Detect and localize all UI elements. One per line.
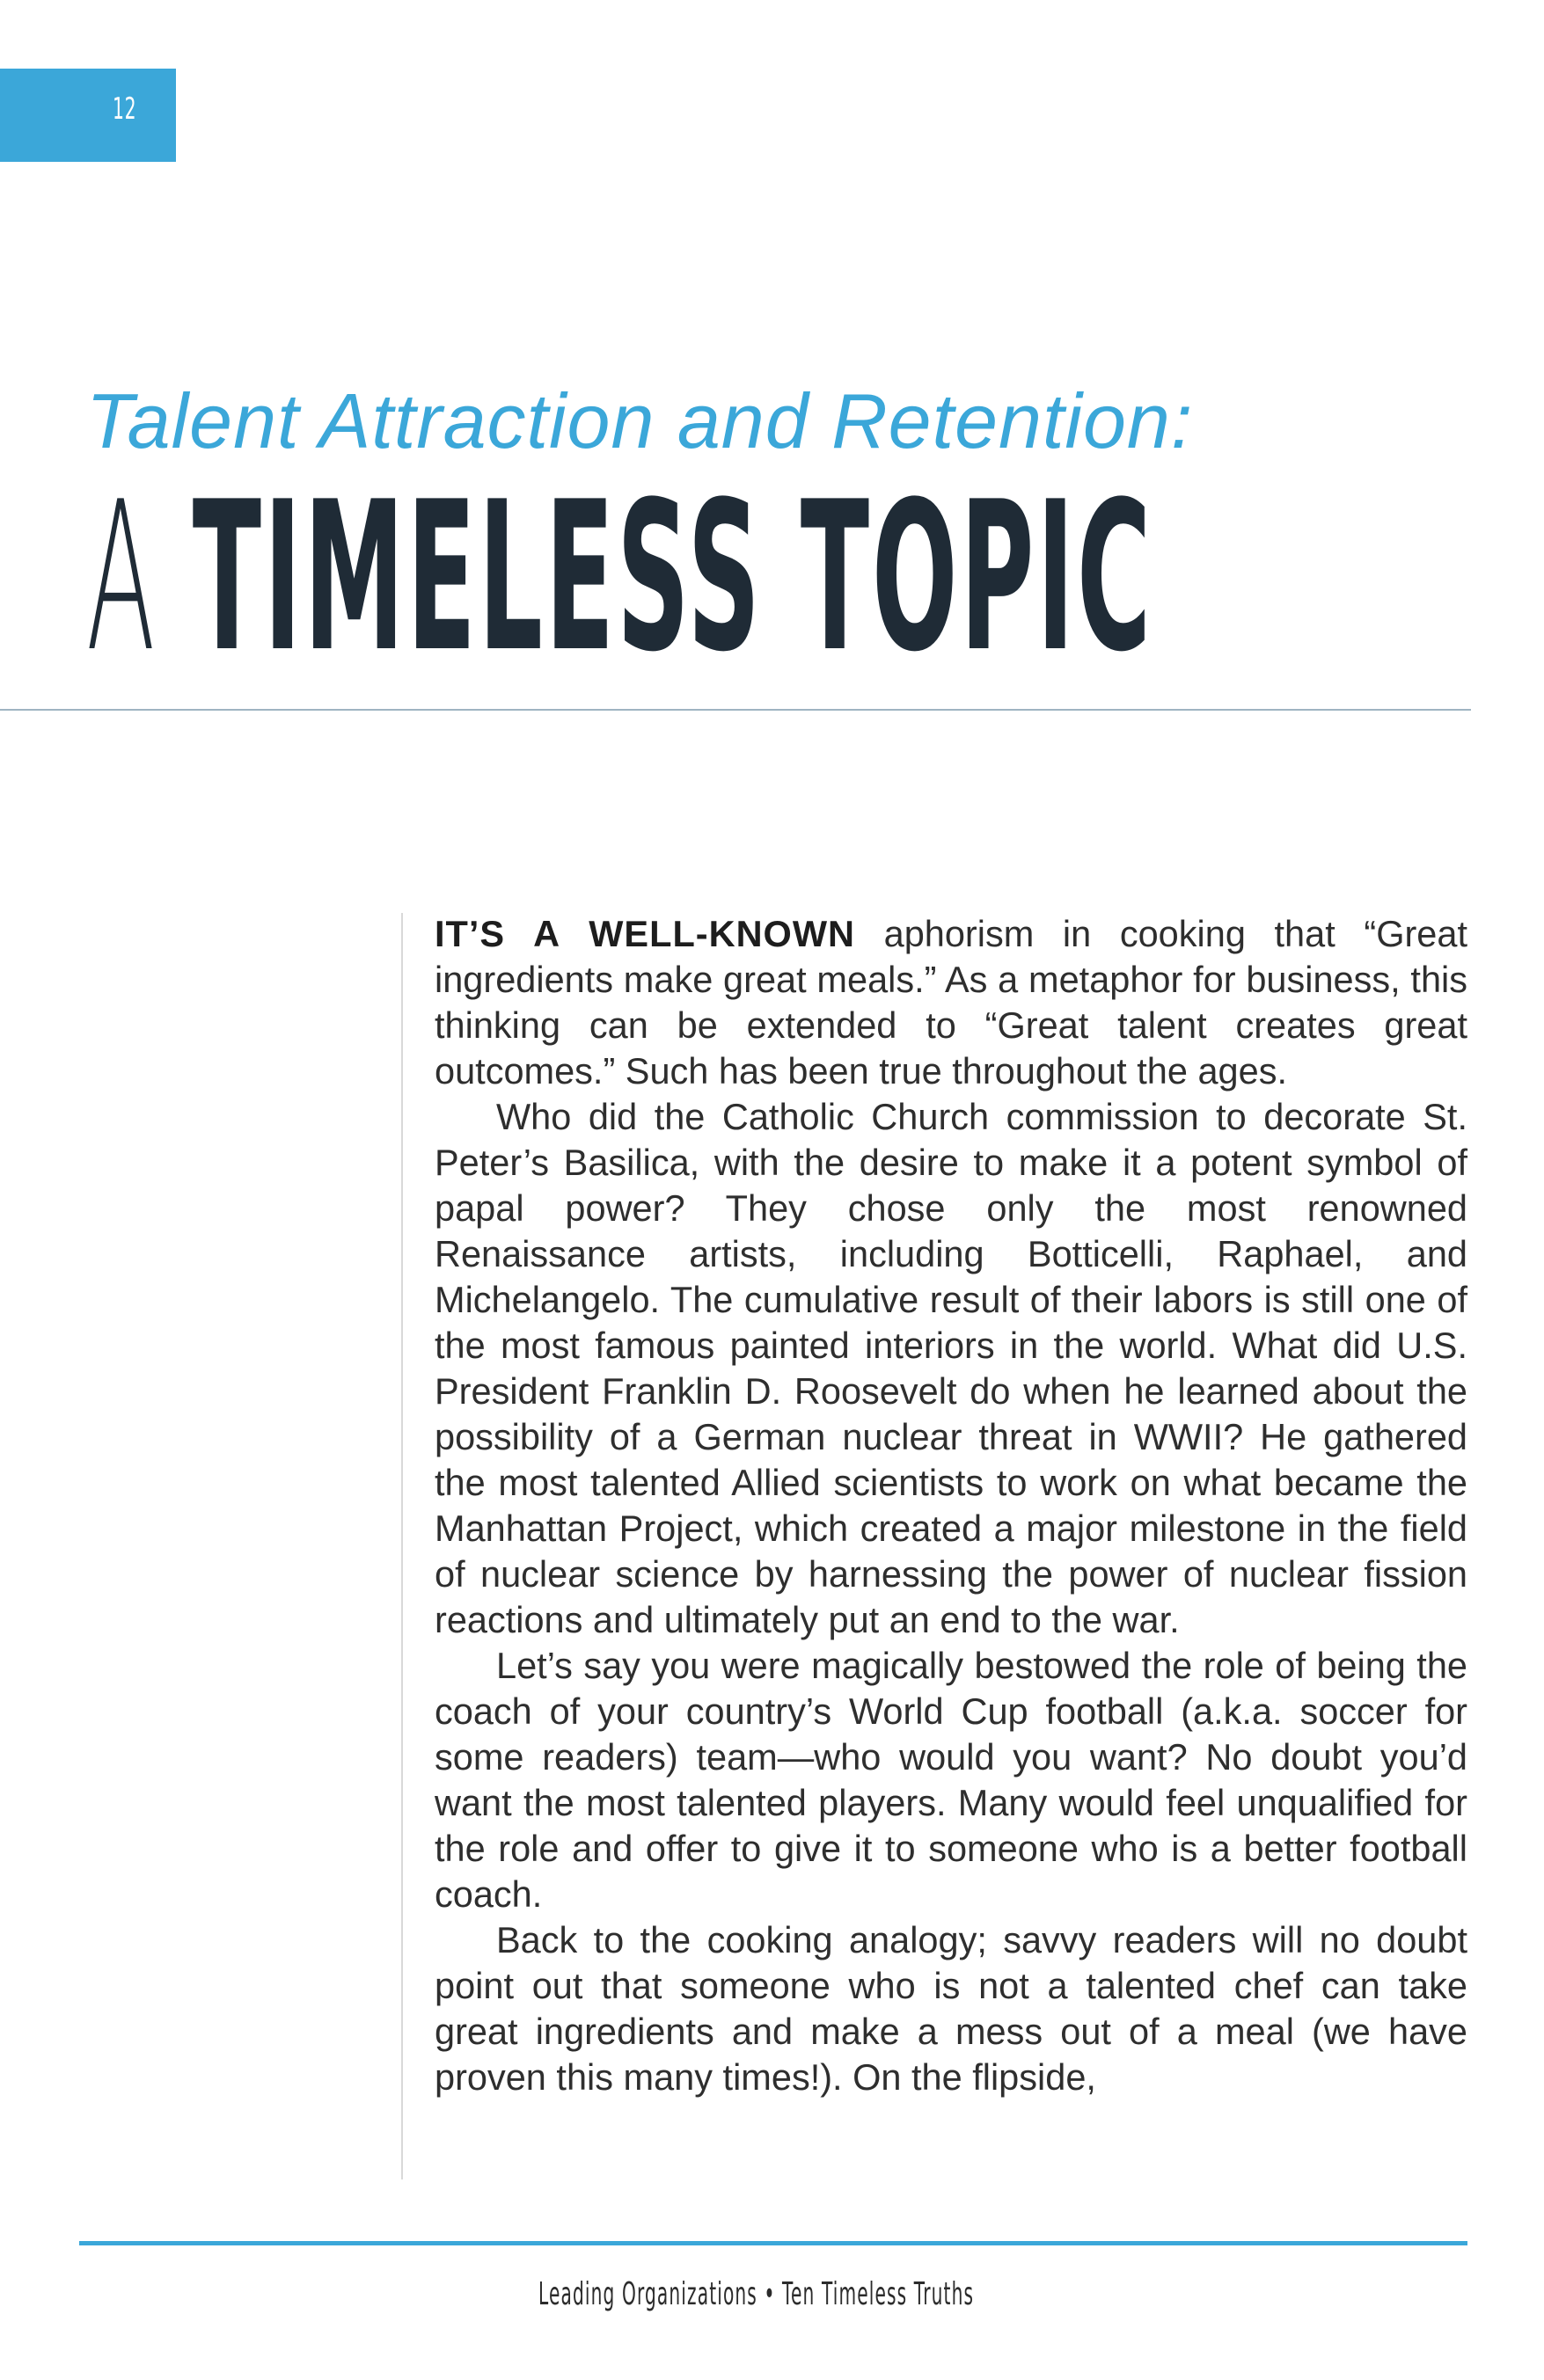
chapter-subtitle: Talent Attraction and Retention: — [86, 377, 1194, 464]
running-footer: Leading Organizations • Ten Timeless Truths — [538, 2276, 975, 2312]
title-divider — [0, 709, 1471, 711]
chapter-title-light: A — [86, 458, 158, 697]
article-body — [435, 911, 1467, 2100]
page-number-tab — [0, 69, 176, 162]
article-paragraph-3: Let’s say you were magically bestowed the role of being the coach of your country’s World Cup football (a.k.a. soccer for some readers) team—who would you want? No doubt you’d want the most talented players. Many would feel unqualified for the role and offer to give it to someone who is a better football coach. — [435, 1645, 1467, 1915]
chapter-title — [86, 458, 1154, 697]
article-paragraph-4: Back to the cooking analogy; savvy readers will no doubt point out that someone who is not a talented chef can take great ingredients and make a mess out of a meal (we have proven this many times!). On the flipside, — [435, 1919, 1467, 2098]
article-paragraph-1 — [435, 911, 1467, 1094]
lead-in: IT’S A WELL-KNOWN — [435, 913, 855, 954]
article-paragraph-2: Who did the Catholic Church commission to decorate St. Peter’s Basilica, with the desire to make it a potent symbol of papal power? They chose only the most renowned Renaissance artists, including Botticelli, Raphael, and Michelangelo. The cumulative result of their labors is still one of the most famous painted interiors in the world. What did U.S. President Franklin D. Roosevelt do when he learned about the possibility of a German nuclear threat in WWII? He gathered the most talented Allied scientists to work on what became the Manhattan Project, which created a major milestone in the field of nuclear science by harnessing the power of nuclear fission reactions and ultimately put an end to the war. — [435, 1096, 1467, 1640]
footer-divider — [79, 2241, 1467, 2245]
margin-rule — [401, 913, 403, 2179]
page-number: 12 — [113, 91, 137, 127]
chapter-title-bold: TIMELESS TOPIC — [192, 458, 1154, 697]
paragraph-text: aphorism in cooking that “Great ingredients make great meals.” As a metaphor for business, this thinking can be extended to “Great talent creates great outcomes.” Such has been true throughout the ages. — [435, 913, 1467, 1091]
